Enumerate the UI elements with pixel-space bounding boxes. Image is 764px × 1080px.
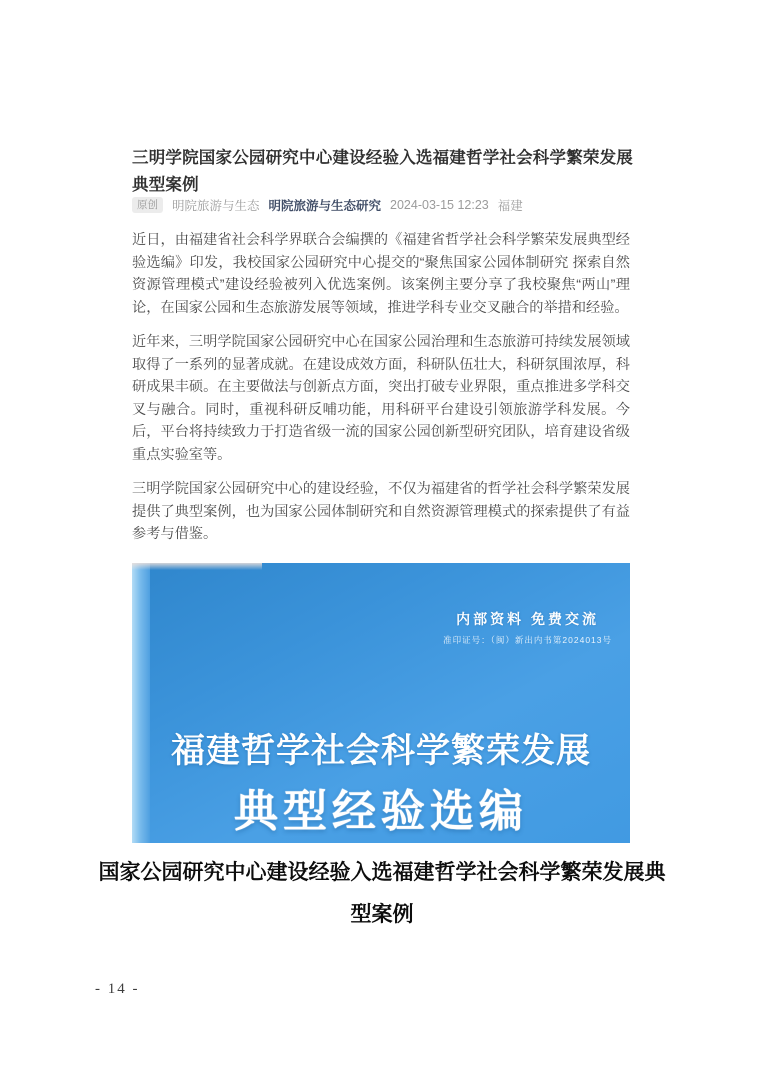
cover-note (443, 609, 612, 646)
original-badge: 原创 (132, 197, 163, 213)
publish-location: 福建 (497, 199, 523, 213)
author-name: 明院旅游与生态 (172, 199, 260, 213)
paragraph: 近日，由福建省社会科学界联合会编撰的《福建省哲学社会科学繁荣发展典型经验选编》印发，我校国家公园研究中心提交的“聚焦国家公园体制研究 探索自然资源管理模式”建设经验被列入优选案例。该案例主要分享了我校聚焦“两山”理论，在国家公园和生态旅游发展等领域，推进学科专业交叉融合的举措和经验。 (132, 232, 630, 316)
photo-caption: 国家公园研究中心建设经验入选福建哲学社会科学繁荣发展典型案例 (98, 860, 666, 926)
book-cover-photo (132, 563, 630, 843)
page-number: - 14 - (95, 981, 140, 997)
cover-title-line2: 典型经验选编 (234, 787, 528, 836)
internal-material-note: 内部资料 免费交流 (456, 611, 600, 627)
paragraph: 三明学院国家公园研究中心的建设经验，不仅为福建省的哲学社会科学繁荣发展提供了典型案例，也为国家公园体制研究和自然资源管理模式的探索提供了有益参考与借鉴。 (132, 481, 630, 542)
photo-corner-light (132, 563, 262, 570)
article-body (132, 229, 630, 558)
paragraph: 近年来，三明学院国家公园研究中心在国家公园治理和生态旅游可持续发展领域取得了一系列的显著成就。在建设成效方面，科研队伍壮大，科研氛围浓厚，科研成果丰硕。在主要做法与创新点方面，突出打破专业界限，重点推进多学科交叉与融合。同时，重视科研反哺功能，用科研平台建设引领旅游学科发展。今后，平台将持续致力于打造省级一流的国家公园创新型研究团队，培育建设省级重点实验室等。 (132, 334, 630, 463)
publish-datetime: 2024-03-15 12:23 (390, 198, 489, 212)
account-name: 明院旅游与生态研究 (268, 199, 382, 213)
print-permit-number: 准印证号：（闽）新出内书第2024013号 (443, 635, 612, 645)
article-meta (132, 196, 637, 214)
article-title: 三明学院国家公园研究中心建设经验入选福建哲学社会科学繁荣发展典型案例 (132, 149, 633, 195)
cover-title-line1: 福建哲学社会科学繁荣发展 (171, 732, 591, 770)
